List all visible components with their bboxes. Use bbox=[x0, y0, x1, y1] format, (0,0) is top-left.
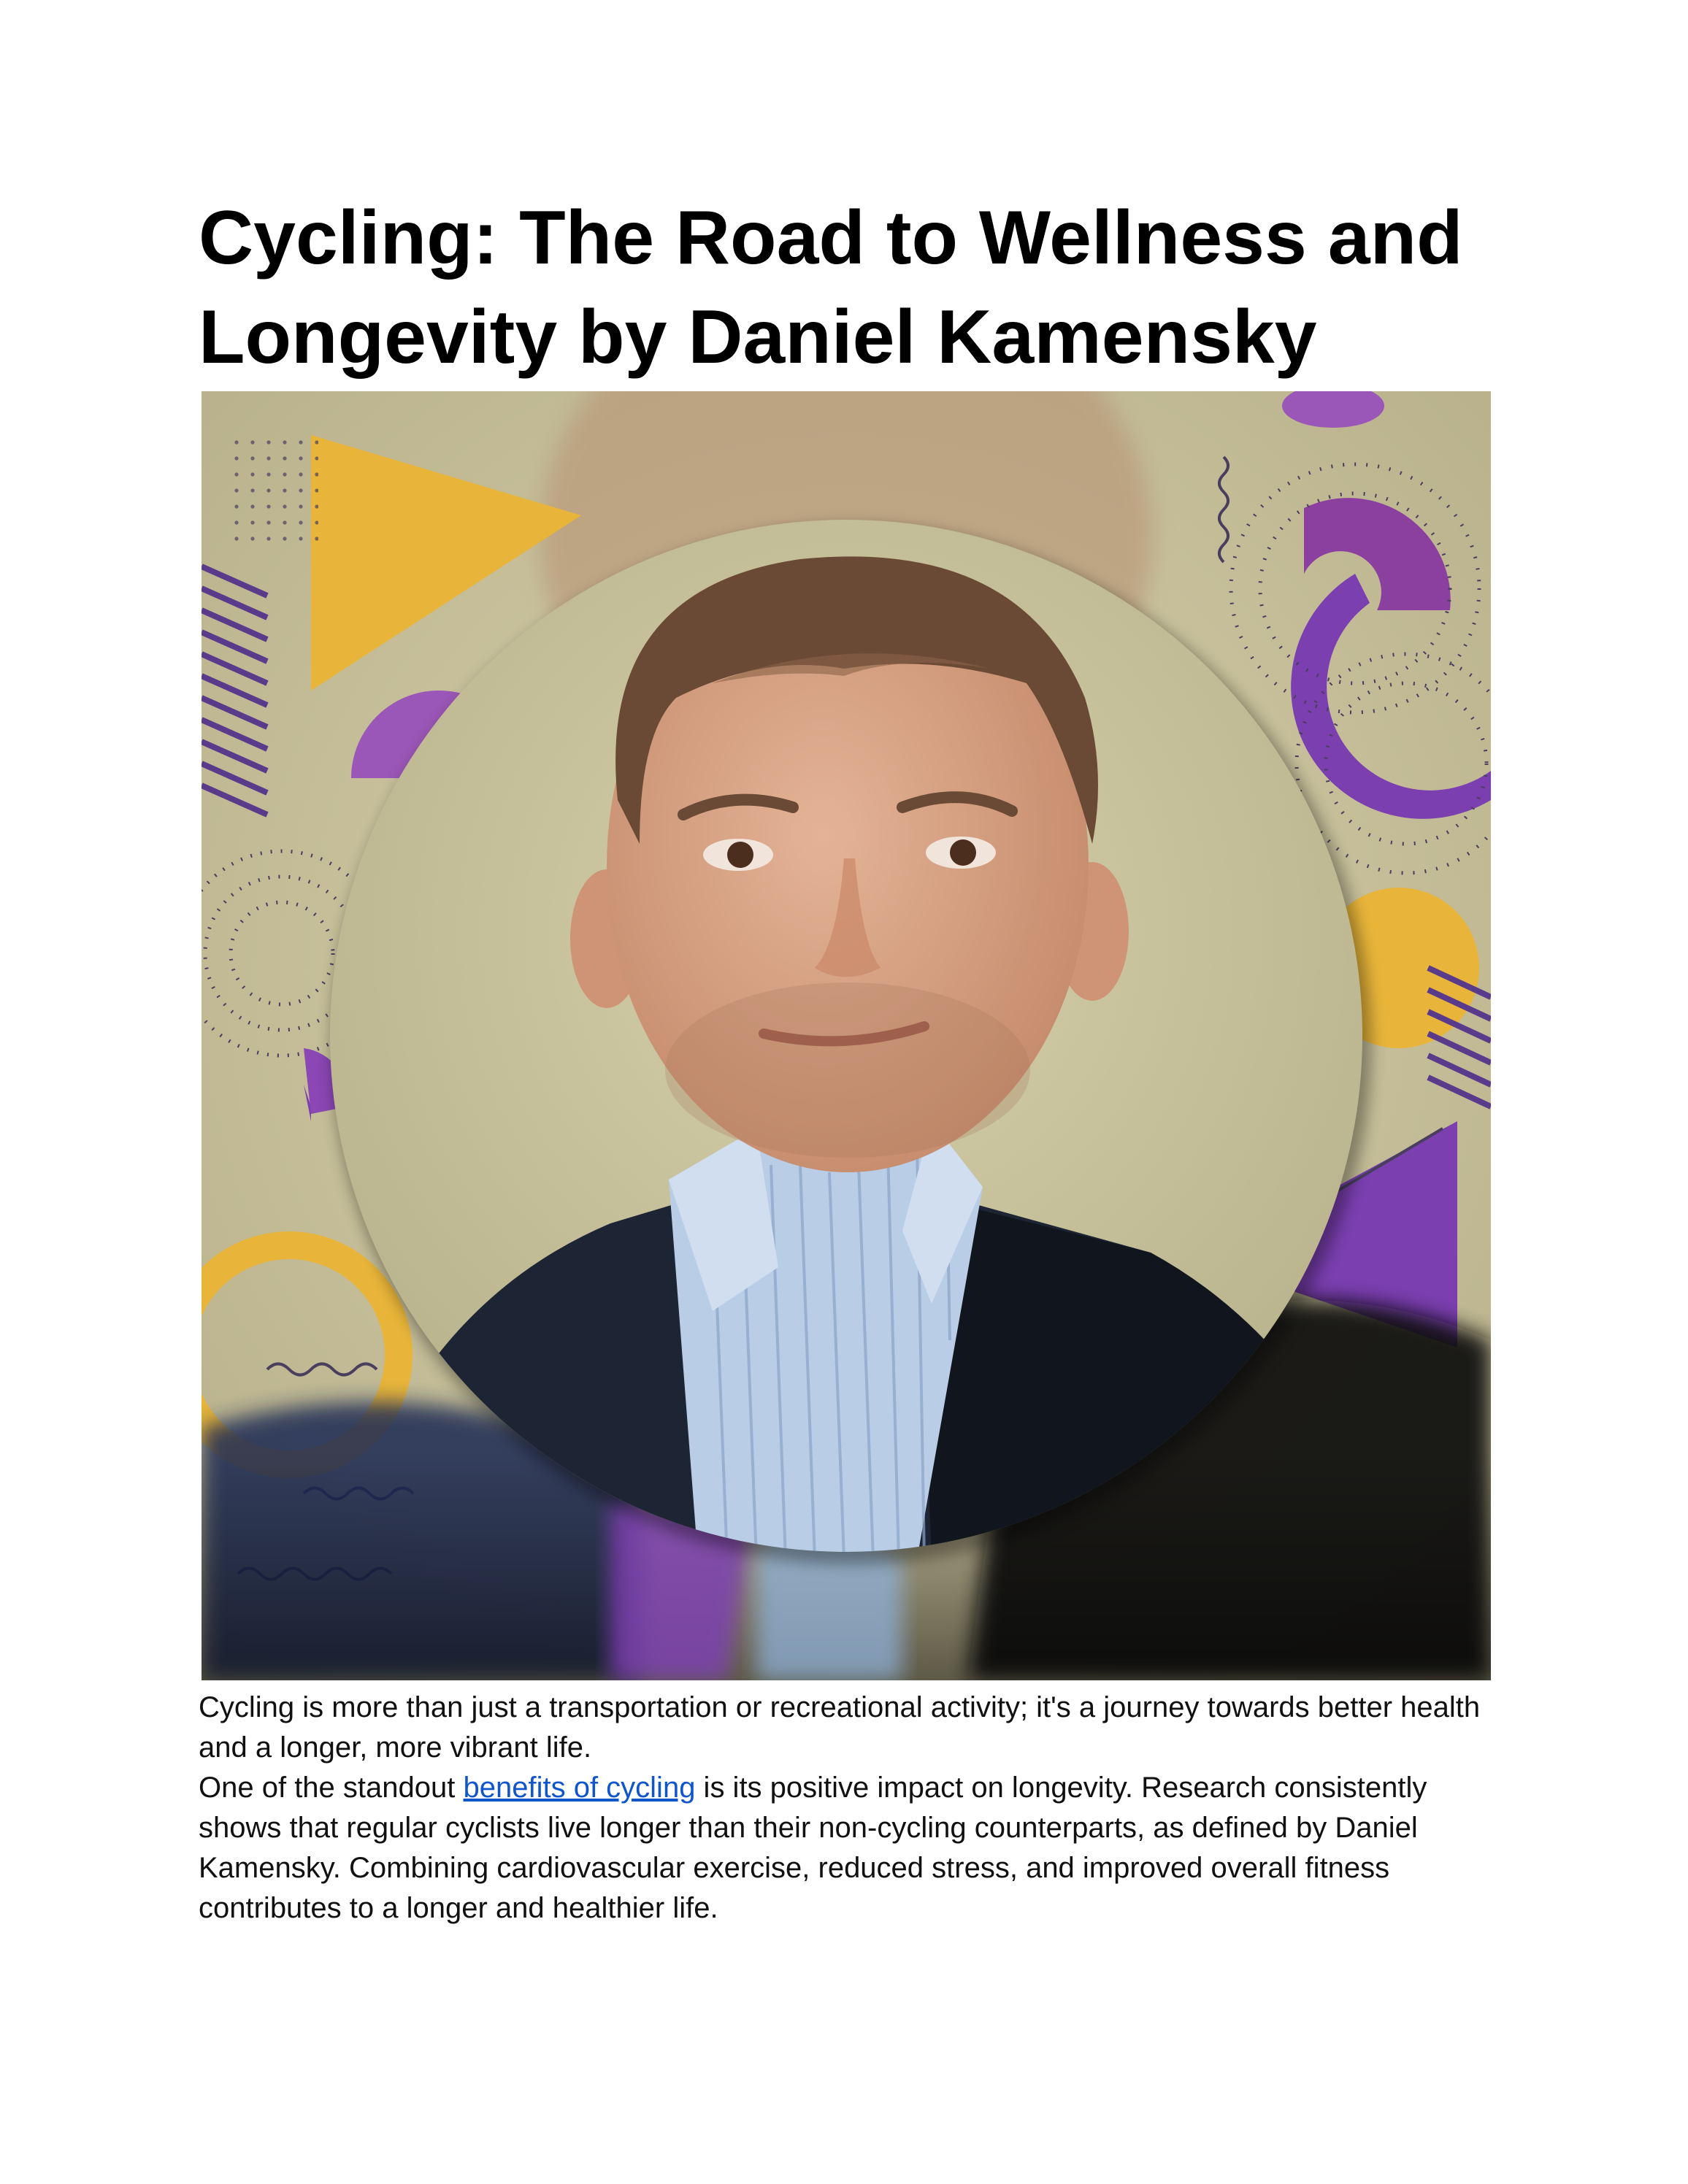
paragraph-longevity-start: One of the standout bbox=[199, 1772, 464, 1804]
article-body bbox=[199, 1688, 1513, 1929]
portrait-photo-icon bbox=[202, 391, 1491, 1680]
portrait-figure bbox=[202, 391, 1491, 1680]
paragraph-longevity-rest: is its positive impact on longevity. Research consistently shows that regular cyclists live longer than their non-cycling counterparts, as defined by Daniel Kamensky. Combining cardiovascular exercise, reduced stress, and improved overall fitness contributes to a longer and healthier life. bbox=[199, 1772, 1427, 1924]
article-title: Cycling: The Road to Wellness and Longevity by Daniel Kamensky bbox=[199, 196, 1463, 380]
benefits-of-cycling-link[interactable]: benefits of cycling bbox=[463, 1772, 696, 1804]
paragraph-longevity bbox=[199, 1768, 1513, 1929]
paragraph-intro: Cycling is more than just a transportation or recreational activity; it's a journey towards better health and a longer, more vibrant life. bbox=[199, 1691, 1481, 1764]
